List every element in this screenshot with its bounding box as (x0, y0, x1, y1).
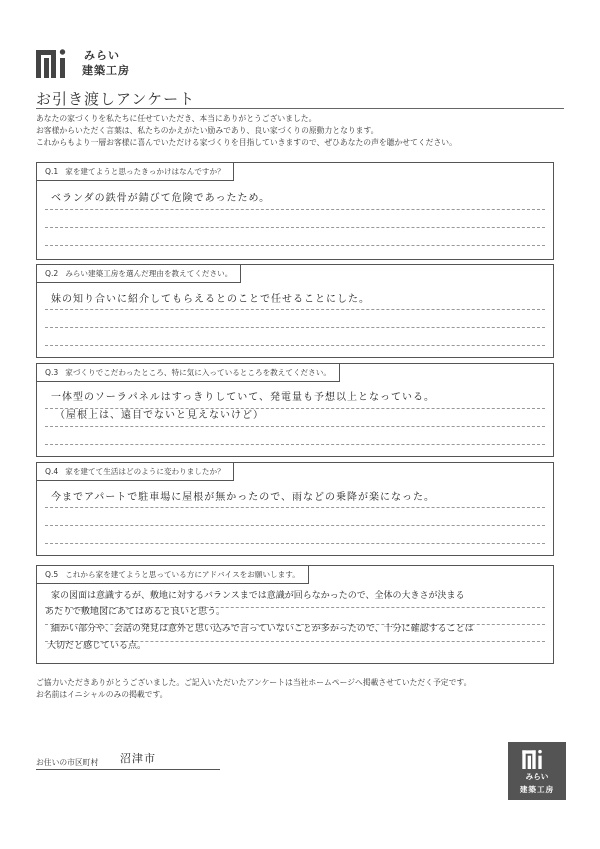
address-value: 沼津市 (120, 752, 156, 765)
answer-line (45, 209, 545, 210)
company-logo (36, 48, 130, 78)
question-box-1 (36, 162, 554, 260)
answer-text-5: 細かい部分や、会話の発見は意外と思い込みで言っていないことが多かったので、十分に確認することは (51, 624, 474, 634)
answer-line (45, 507, 545, 508)
question-box-5 (36, 565, 554, 664)
answer-line (45, 345, 545, 346)
answer-line (45, 525, 545, 526)
answer-line (45, 543, 545, 544)
badge-text-line2: 建築工房 (519, 785, 555, 794)
question-label-4: Q.4 家を建てて生活はどのように変わりましたか？ (37, 463, 234, 481)
intro-line: これからもより一層お客様に喜んでいただける家づくりを目指していきますので、ぜひあなたの声を聴かせてください。 (36, 138, 457, 147)
question-label-1: Q.1 家を建てようと思ったきっかけはなんですか？ (37, 163, 234, 181)
answer-text-5: 大切だと感じている点。 (47, 641, 147, 651)
mi-logo-icon (36, 48, 74, 78)
intro-line: お客様からいただく言葉は、私たちのかえがたい励みであり、良い家づくりの原動力となります。 (36, 126, 379, 135)
address-label: お住いの市区町村 (36, 758, 99, 767)
answer-line (45, 227, 545, 228)
question-label-5: Q.5 これから家を建てようと思っている方にアドバイスをお願いします。 (37, 566, 309, 584)
mi-logo-icon (520, 749, 550, 769)
title-divider (36, 108, 564, 109)
answer-text-5: 家の図面は意識するが、敷地に対するバランスまでは意識が回らなかったので、全体の大きさが決まる (51, 591, 465, 601)
answer-line (45, 245, 545, 246)
answer-text-5: あたりで敷地図にあてはめると良いと思う。 (45, 607, 226, 617)
answer-text-1: ベランダの鉄骨が錆びて危険であったため。 (51, 193, 271, 204)
answer-line (45, 327, 545, 328)
closing-line: ご協力いただきありがとうございました。ご記入いただいたアンケートは当社ホームページへ掲載させていただく予定です。 (36, 678, 472, 687)
logo-text-line2: 建築工房 (82, 64, 130, 77)
question-box-2 (36, 264, 554, 358)
answer-text-4: 今までアパートで駐車場に屋根が無かったので、雨などの乗降が楽になった。 (51, 492, 435, 503)
answer-text-2: 妹の知り合いに紹介してもらえるとのことで任せることにした。 (51, 294, 370, 305)
intro-text (36, 113, 576, 149)
logo-text-line1: みらい (84, 49, 120, 62)
answer-line (45, 426, 545, 427)
page-title: お引き渡しアンケート (36, 90, 196, 108)
answer-text-3: 一体型のソーラパネルはすっきりしていて、発電量も予想以上となっている。 (51, 392, 435, 403)
closing-text (36, 677, 471, 701)
question-label-2: Q.2 みらい建築工房を選んだ理由を教えてください。 (37, 265, 241, 283)
question-box-3 (36, 363, 554, 457)
answer-line (45, 444, 545, 445)
question-label-3: Q.3 家づくりでこだわったところ、特に気に入っているところを教えてください。 (37, 364, 340, 382)
answer-line (45, 309, 545, 310)
closing-line: お名前はイニシャルのみの掲載です。 (36, 690, 168, 699)
company-badge (508, 742, 566, 800)
answer-text-3: （屋根上は、遠目でないと見えないけど） (55, 410, 264, 421)
badge-text-line1: みらい (525, 772, 549, 781)
intro-line: あなたの家づくりを私たちに任せていただき、本当にありがとうございました。 (36, 114, 317, 123)
question-box-4 (36, 462, 554, 556)
